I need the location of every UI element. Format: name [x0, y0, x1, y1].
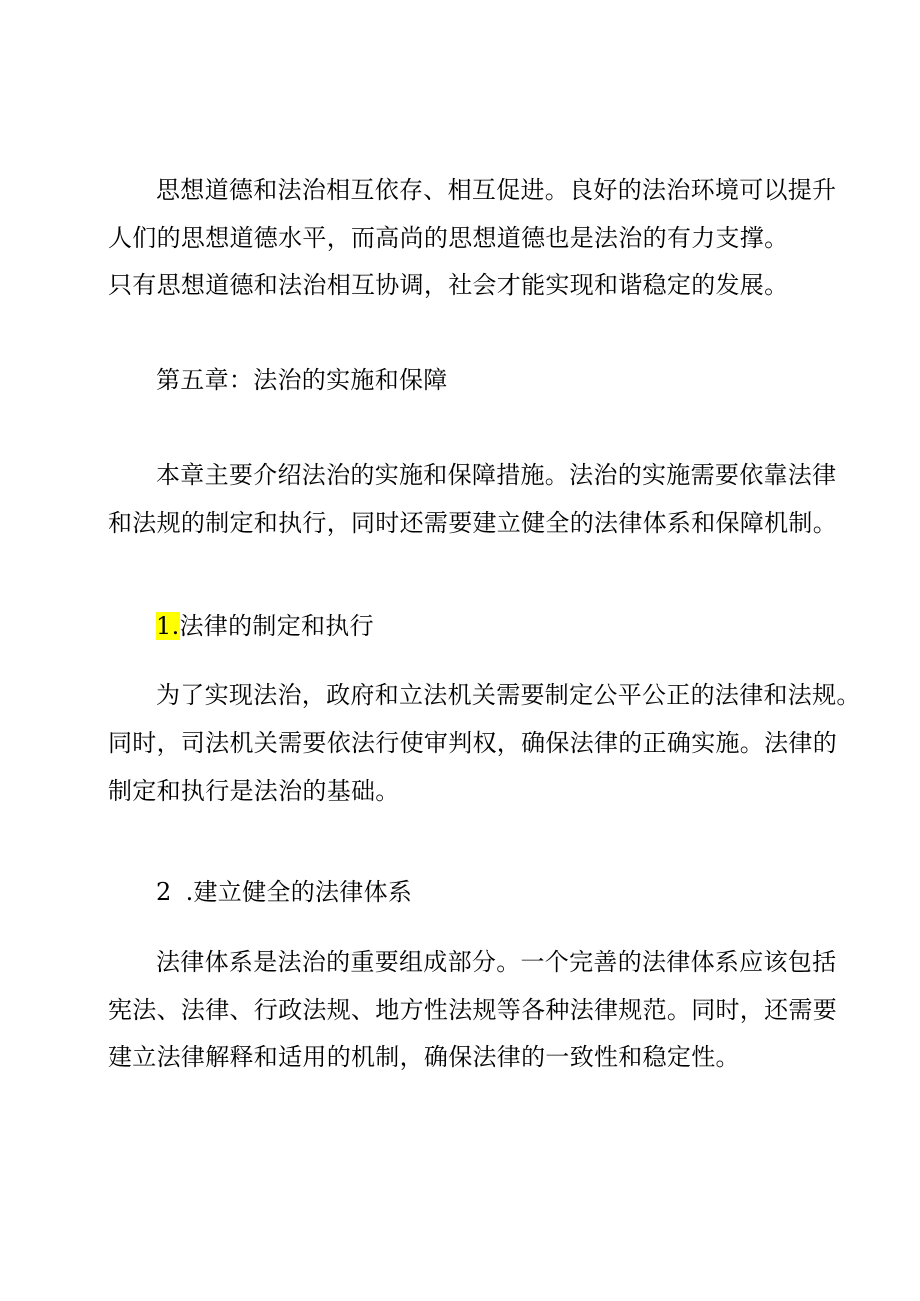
paragraph-4-line-3: 建立法律解释和适用的机制，确保法律的一致性和稳定性。: [108, 1043, 740, 1071]
paragraph-1-line-1: 思想道德和法治相互依存、相互促进。良好的法治环境可以提升: [156, 176, 837, 204]
paragraph-4-line-2: 宪法、法律、行政法规、地方性法规等各种法律规范。同时，还需要: [108, 996, 837, 1024]
paragraph-3-line-1: 为了实现法治，政府和立法机关需要制定公平公正的法律和法规。: [156, 681, 861, 709]
paragraph-3-line-2: 同时，司法机关需要依法行使审判权，确保法律的正确实施。法律的: [108, 729, 837, 757]
chapter-heading: 第五章：法治的实施和保障: [156, 366, 448, 394]
section-2-number: 2: [156, 878, 172, 906]
paragraph-4-line-1: 法律体系是法治的重要组成部分。一个完善的法律体系应该包括: [156, 948, 837, 976]
paragraph-1-line-2: 人们的思想道德水平，而高尚的思想道德也是法治的有力支撑。: [108, 224, 789, 252]
section-1-number-highlighted: 1.: [156, 612, 180, 640]
section-2-title: .建立健全的法律体系: [185, 878, 413, 906]
paragraph-2-line-1: 本章主要介绍法治的实施和保障措施。法治的实施需要依靠法律: [156, 461, 837, 489]
paragraph-2-line-2: 和法规的制定和执行，同时还需要建立健全的法律体系和保障机制。: [108, 509, 837, 537]
paragraph-3-line-3: 制定和执行是法治的基础。: [108, 777, 400, 805]
section-2-heading: [156, 880, 412, 904]
paragraph-1-line-3: 只有思想道德和法治相互协调，社会才能实现和谐稳定的发展。: [108, 271, 789, 299]
section-1-title: 法律的制定和执行: [179, 612, 374, 640]
section-1-heading: [156, 614, 374, 638]
